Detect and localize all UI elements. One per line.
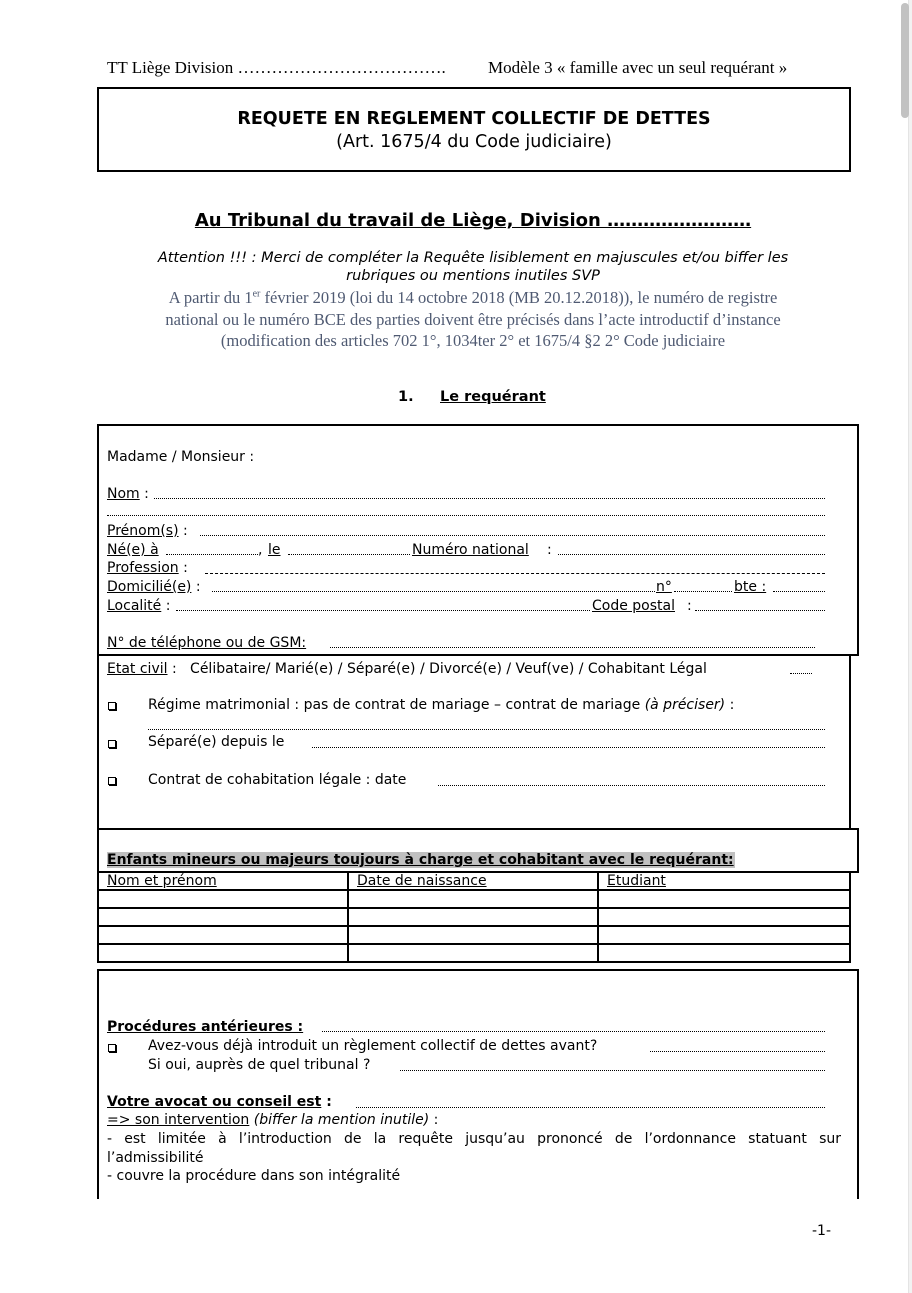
prenom-field[interactable] <box>200 535 825 536</box>
column-header-etudiant-text: Etudiant <box>607 873 666 889</box>
table-cell-date[interactable] <box>348 944 598 962</box>
enfants-heading: Enfants mineurs ou majeurs toujours à charge et cohabitant avec le requérant: <box>107 852 734 868</box>
etat-civil-label: Etat civil <box>107 661 168 677</box>
column-header-nom <box>98 872 348 890</box>
table-cell-date[interactable] <box>348 926 598 944</box>
page-number: -1- <box>812 1223 832 1239</box>
boite-label: bte : <box>734 579 767 595</box>
avocat-heading: Votre avocat ou conseil est <box>107 1094 322 1110</box>
table-row <box>98 908 850 926</box>
separe-field[interactable] <box>312 747 825 748</box>
profession-colon: : <box>183 560 188 576</box>
table-cell-etudiant[interactable] <box>598 908 850 926</box>
procedures-box <box>97 969 859 1199</box>
document-title: REQUETE EN REGLEMENT COLLECTIF DE DETTES <box>237 109 711 129</box>
code-postal-colon: : <box>687 598 692 614</box>
boite-field[interactable] <box>773 591 825 592</box>
le-label: le <box>268 542 281 558</box>
cohabitation-field[interactable] <box>438 785 825 786</box>
procedures-answer-1[interactable] <box>650 1051 825 1052</box>
localite-field[interactable] <box>176 610 590 611</box>
viewer-frame-edge <box>908 0 912 1293</box>
numero-national-label: Numéro national <box>412 542 529 558</box>
table-cell-etudiant[interactable] <box>598 944 850 962</box>
notice-superscript: er <box>252 288 261 300</box>
intervention-note: (biffer la mention inutile) <box>249 1112 430 1128</box>
etat-civil-colon: : <box>171 661 177 677</box>
notice-line-1-end: février 2019 (loi du 14 octobre 2018 (MB 20.12.2018)), le numéro de registre <box>260 288 778 307</box>
attention-line-2: rubriques ou mentions inutiles SVP <box>346 268 600 284</box>
etat-civil-row <box>107 661 707 677</box>
header-division: TT Liège Division ………………………………. <box>107 58 446 77</box>
localite-label: Localité <box>107 598 162 614</box>
avocat-row <box>107 1094 332 1110</box>
table-cell-nom[interactable] <box>98 908 348 926</box>
table-cell-nom[interactable] <box>98 944 348 962</box>
separe-label: Séparé(e) depuis le <box>148 734 285 750</box>
enfants-table <box>97 871 851 963</box>
numero-national-field[interactable] <box>558 554 825 555</box>
title-box <box>97 87 851 172</box>
regime-label: Régime matrimonial : pas de contrat de mariage – contrat de mariage <box>148 697 645 713</box>
nom-label: Nom <box>107 486 140 502</box>
document-subtitle: (Art. 1675/4 du Code judiciaire) <box>336 132 612 152</box>
nom-row <box>107 486 149 502</box>
prenom-row <box>107 523 188 539</box>
table-cell-date[interactable] <box>348 908 598 926</box>
separe-checkbox-icon[interactable] <box>108 740 116 748</box>
profession-row <box>107 560 188 576</box>
column-header-nom-text: Nom et prénom <box>107 873 217 889</box>
regime-row <box>148 697 734 713</box>
notice-line-1 <box>0 288 912 308</box>
civility-label: Madame / Monsieur : <box>107 449 255 465</box>
code-postal-label: Code postal <box>592 598 675 614</box>
attention-line-1: Attention !!! : Merci de compléter la Requête lisiblement en majuscules et/ou biffer les <box>157 250 789 266</box>
enfants-table-header <box>98 872 850 890</box>
notice-line-1-start: A partir du 1 <box>168 288 253 307</box>
procedures-checkbox-icon[interactable] <box>108 1044 116 1052</box>
domicile-label: Domicilié(e) <box>107 579 192 595</box>
column-header-etudiant <box>598 872 850 890</box>
avocat-colon: : <box>321 1094 332 1110</box>
intervention-label: => son intervention <box>107 1112 250 1128</box>
lieu-naissance-field[interactable] <box>166 554 258 555</box>
domicile-colon: : <box>195 579 201 595</box>
comma-sep: , <box>258 542 263 558</box>
procedures-question-1: Avez-vous déjà introduit un règlement collectif de dettes avant? <box>148 1038 598 1054</box>
domicile-field[interactable] <box>212 591 655 592</box>
vertical-scrollbar[interactable] <box>901 3 909 118</box>
addressee-heading: Au Tribunal du travail de Liège, Division …………………… <box>194 210 752 231</box>
numero-field[interactable] <box>674 591 732 592</box>
section-title: Le requérant <box>440 389 546 405</box>
intervention-row <box>107 1112 438 1128</box>
prenom-label: Prénom(s) <box>107 523 179 539</box>
localite-colon: : <box>165 598 171 614</box>
table-cell-etudiant[interactable] <box>598 926 850 944</box>
table-cell-etudiant[interactable] <box>598 890 850 908</box>
numero-national-colon: : <box>547 542 552 558</box>
nom-field[interactable] <box>154 498 825 499</box>
table-row <box>98 944 850 962</box>
regime-colon: : <box>725 697 735 713</box>
ne-a-label: Né(e) à <box>107 542 159 558</box>
prenom-colon: : <box>183 523 188 539</box>
header-model: Modèle 3 « famille avec un seul requérant » <box>488 58 788 77</box>
table-row <box>98 926 850 944</box>
intervention-option-1-line-1[interactable]: - est limitée à l’introduction de la requête jusqu’au prononcé de l’ordonnance statuant sur <box>107 1131 841 1147</box>
table-cell-nom[interactable] <box>98 926 348 944</box>
regime-checkbox-icon[interactable] <box>108 702 116 710</box>
intervention-colon: : <box>429 1112 439 1128</box>
telephone-label: N° de téléphone ou de GSM: <box>107 635 307 651</box>
table-cell-date[interactable] <box>348 890 598 908</box>
cohabitation-label: Contrat de cohabitation légale : date <box>148 772 407 788</box>
procedures-question-2: Si oui, auprès de quel tribunal ? <box>148 1057 371 1073</box>
procedures-heading: Procédures antérieures : <box>107 1019 304 1035</box>
regime-field[interactable] <box>148 729 825 730</box>
section-number: 1. <box>398 389 414 405</box>
naissance-row <box>107 542 159 558</box>
profession-label: Profession <box>107 560 179 576</box>
intervention-option-1-line-2: l’admissibilité <box>107 1150 204 1166</box>
telephone-field[interactable] <box>330 647 815 648</box>
procedures-answer-2[interactable] <box>400 1070 825 1071</box>
notice-line-2: national ou le numéro BCE des parties doivent être précisés dans l’acte introductif d’instance <box>165 310 781 329</box>
column-header-date <box>348 872 598 890</box>
domicile-row <box>107 579 201 595</box>
profession-field[interactable] <box>205 573 825 574</box>
nom-field-continued[interactable] <box>107 515 825 516</box>
intervention-option-2[interactable]: - couvre la procédure dans son intégralité <box>107 1168 401 1184</box>
code-postal-field[interactable] <box>695 610 825 611</box>
nom-colon: : <box>144 486 149 502</box>
notice-line-3: (modification des articles 702 1°, 1034ter 2° et 1675/4 §2 2° Code judiciaire <box>220 331 726 350</box>
table-row <box>98 890 850 908</box>
table-cell-nom[interactable] <box>98 890 348 908</box>
column-header-date-text: Date de naissance <box>357 873 487 889</box>
cohabitation-checkbox-icon[interactable] <box>108 777 116 785</box>
date-naissance-field[interactable] <box>288 554 410 555</box>
avocat-field[interactable] <box>356 1107 825 1108</box>
regime-precision: (à préciser) <box>644 697 726 713</box>
etat-civil-field[interactable] <box>790 673 812 674</box>
procedures-field[interactable] <box>322 1031 825 1032</box>
etat-civil-options[interactable]: Célibataire/ Marié(e) / Séparé(e) / Divorcé(e) / Veuf(ve) / Cohabitant Légal <box>190 661 707 677</box>
localite-row <box>107 598 170 614</box>
numero-label: n° <box>656 579 672 595</box>
